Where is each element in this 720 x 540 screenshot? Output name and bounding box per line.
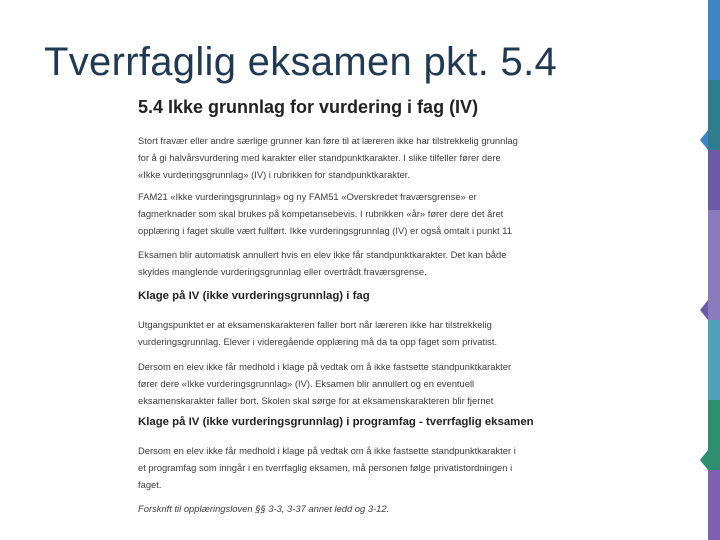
- document-screenshot: [128, 92, 568, 532]
- text-line: Stort fravær eller andre særlige grunner kan føre til at læreren ikke har tilstrekkelig grunnlag: [138, 135, 518, 146]
- paragraph-annulment: [138, 246, 558, 280]
- paragraph-program-subject: [138, 442, 558, 493]
- decorative-accent-bar: [700, 0, 720, 540]
- accent-segment: [708, 400, 720, 470]
- paragraph-absence: [138, 132, 558, 183]
- text-line: vurderingsgrunnlag. Elever i videregående opplæring må da ta opp faget som privatist.: [138, 336, 498, 347]
- accent-segment: [708, 0, 720, 80]
- paragraph-fam-codes: [138, 188, 558, 239]
- subheading-complaint-program: Klage på IV (ikke vurderingsgrunnlag) i programfag - tverrfaglig eksamen: [138, 416, 534, 428]
- text-line: Forskrift til opplæringsloven §§ 3-3, 3-37 annet ledd og 3-12.: [138, 503, 390, 514]
- text-line: et programfag som inngår i en tverrfaglig eksamen, må personen følge privatistordningen i: [138, 462, 513, 473]
- text-line: Dersom en elev ikke får medhold i klage på vedtak om å ikke fastsette standpunktkarakter i: [138, 445, 516, 456]
- paragraph-starting-point: [138, 316, 558, 350]
- slide-title: Tverrfaglig eksamen pkt. 5.4: [44, 40, 558, 84]
- accent-segment: [708, 80, 720, 150]
- text-line: «Ikke vurderingsgrunnlag» (IV) i rubrikken for standpunktkarakter.: [138, 169, 411, 180]
- accent-segment: [708, 150, 720, 210]
- accent-notch: [700, 450, 708, 470]
- regulation-reference: [138, 500, 558, 517]
- text-line: Dersom en elev ikke får medhold i klage på vedtak om å ikke fastsette standpunktkarakter: [138, 361, 512, 372]
- accent-segment: [708, 470, 720, 540]
- accent-segment: [708, 320, 720, 400]
- document-heading: 5.4 Ikke grunnlag for vurdering i fag (IV): [138, 97, 479, 117]
- accent-notch: [700, 130, 708, 150]
- text-line: eksamenskarakter faller bort. Skolen skal sørge for at eksamenskarakteren blir fjernet: [138, 395, 494, 406]
- text-line: Utgangspunktet er at eksamenskarakteren faller bort når læreren ikke har tilstrekkelig: [138, 319, 492, 330]
- text-line: opplæring i faget skulle vært fullført. Ikke vurderingsgrunnlag (IV) er også omtalt i punkt 11: [138, 225, 512, 236]
- text-line: fører dere «Ikke vurderingsgrunnlag» (IV). Eksamen blir annullert og en eventuell: [138, 378, 475, 389]
- accent-notch: [700, 300, 708, 320]
- text-line: skyldes manglende vurderingsgrunnlag eller overtrådt fraværsgrense.: [138, 266, 427, 277]
- text-line: Eksamen blir automatisk annullert hvis en elev ikke får standpunktkarakter. Det kan både: [138, 249, 507, 260]
- accent-segment: [708, 210, 720, 320]
- text-line: fagmerknader som skal brukes på kompetansebevis. I rubrikken «år» fører dere det året: [138, 208, 504, 219]
- subheading-complaint-subject: Klage på IV (ikke vurderingsgrunnlag) i fag: [138, 290, 370, 302]
- text-line: for å gi halvårsvurdering med karakter eller standpunktkarakter. I slike tilfeller fører dere: [138, 152, 501, 163]
- paragraph-no-redress: [138, 358, 558, 409]
- text-line: FAM21 «Ikke vurderingsgrunnlag» og ny FAM51 «Overskredet fraværsgrense» er: [138, 191, 477, 202]
- text-line: faget.: [138, 479, 162, 490]
